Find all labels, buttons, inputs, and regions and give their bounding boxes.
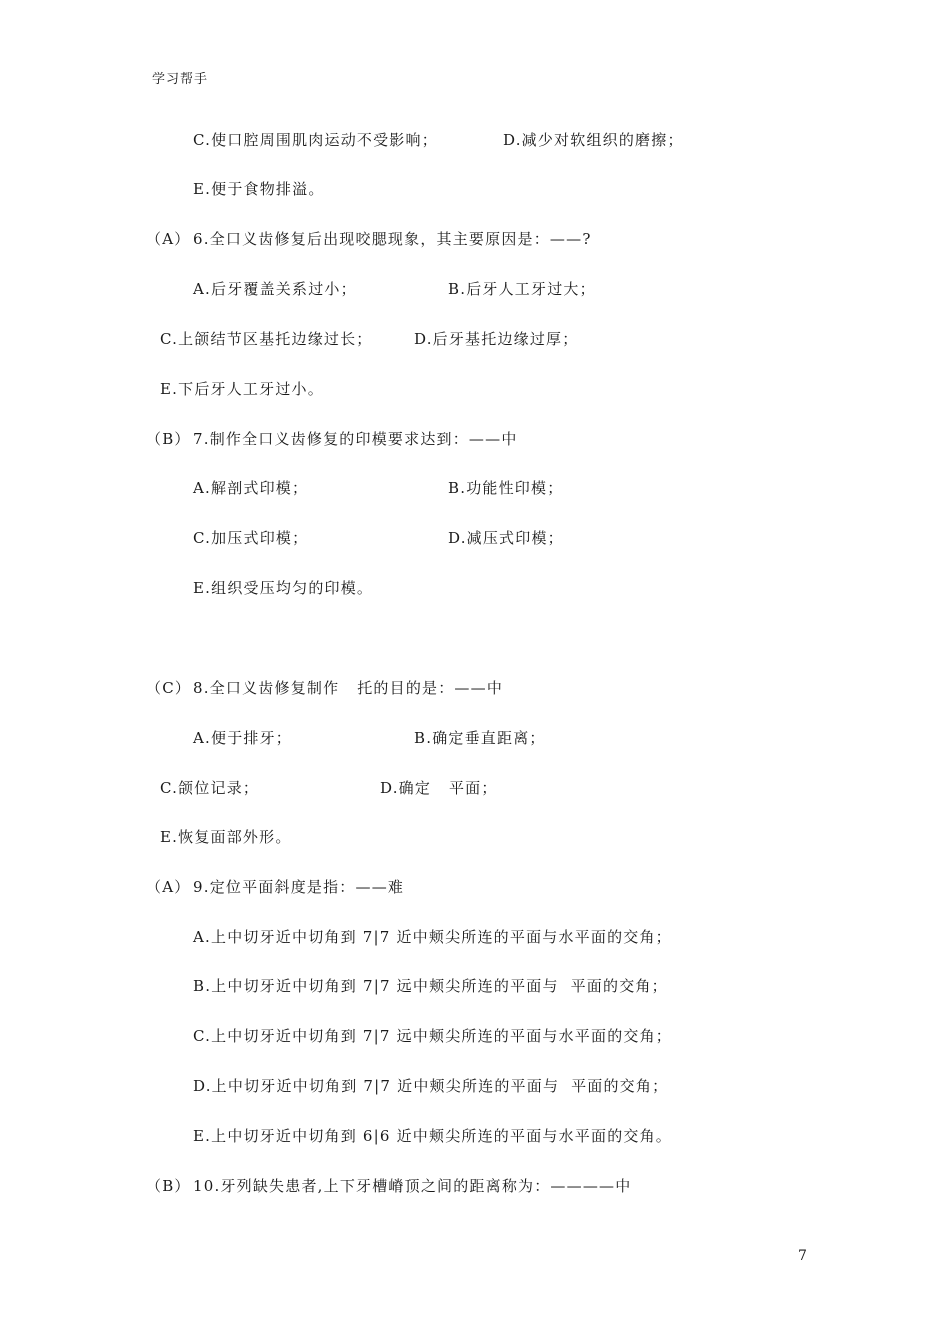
q8-stem: 8.全口义齿修复制作 托的目的是：——中 (193, 679, 504, 697)
q6-stem: 6.全口义齿修复后出现咬腮现象，其主要原因是：——? (193, 230, 592, 248)
q6-option-e: E.下后牙人工牙过小。 (160, 380, 324, 398)
q8-option-b: B.确定垂直距离； (414, 729, 546, 747)
q10-answer: （B） (146, 1177, 191, 1195)
q6-option-b: B.后牙人工牙过大； (448, 280, 596, 298)
q8-option-c: C.颌位记录； (160, 779, 260, 797)
q9-option-d: D.上中切牙近中切角到 7|7 近中颊尖所连的平面与 平面的交角； (193, 1077, 669, 1095)
q8-option-d: D.确定 平面； (380, 779, 498, 797)
q6-option-c: C.上颌结节区基托边缘过长； (160, 330, 373, 348)
q9-option-e: E.上中切牙近中切角到 6|6 近中颊尖所连的平面与水平面的交角。 (193, 1127, 672, 1145)
q9-stem: 9.定位平面斜度是指：——难 (193, 878, 405, 896)
q6-answer: （A） (146, 230, 191, 248)
q7-answer: （B） (146, 430, 191, 448)
q5-option-e: E.便于食物排溢。 (193, 180, 325, 198)
q9-option-a: A.上中切牙近中切角到 7|7 近中颊尖所连的平面与水平面的交角； (193, 928, 672, 946)
q5-option-d: D.减少对软组织的磨擦； (503, 131, 684, 149)
q9-option-c: C.上中切牙近中切角到 7|7 远中颊尖所连的平面与水平面的交角； (193, 1027, 672, 1045)
q8-option-a: A.便于排牙； (193, 729, 293, 747)
q8-answer: （C） (146, 679, 192, 697)
page-number: 7 (798, 1248, 807, 1264)
q6-option-d: D.后牙基托边缘过厚； (414, 330, 579, 348)
q7-stem: 7.制作全口义齿修复的印模要求达到：——中 (193, 430, 518, 448)
q10-stem: 10.牙列缺失患者,上下牙槽嵴顶之间的距离称为：————中 (193, 1177, 632, 1195)
q7-option-e: E.组织受压均匀的印模。 (193, 579, 374, 597)
q7-option-a: A.解剖式印模； (193, 479, 309, 497)
q7-option-d: D.减压式印模； (448, 529, 564, 547)
q5-option-c: C.使口腔周围肌肉运动不受影响； (193, 131, 438, 149)
page-header: 学习帮手 (152, 72, 209, 87)
q6-option-a: A.后牙覆盖关系过小； (193, 280, 357, 298)
q9-option-b: B.上中切牙近中切角到 7|7 远中颊尖所连的平面与 平面的交角； (193, 977, 668, 995)
q8-option-e: E.恢复面部外形。 (160, 828, 292, 846)
q7-option-b: B.功能性印模； (448, 479, 564, 497)
q7-option-c: C.加压式印模； (193, 529, 309, 547)
q9-answer: （A） (146, 878, 191, 896)
